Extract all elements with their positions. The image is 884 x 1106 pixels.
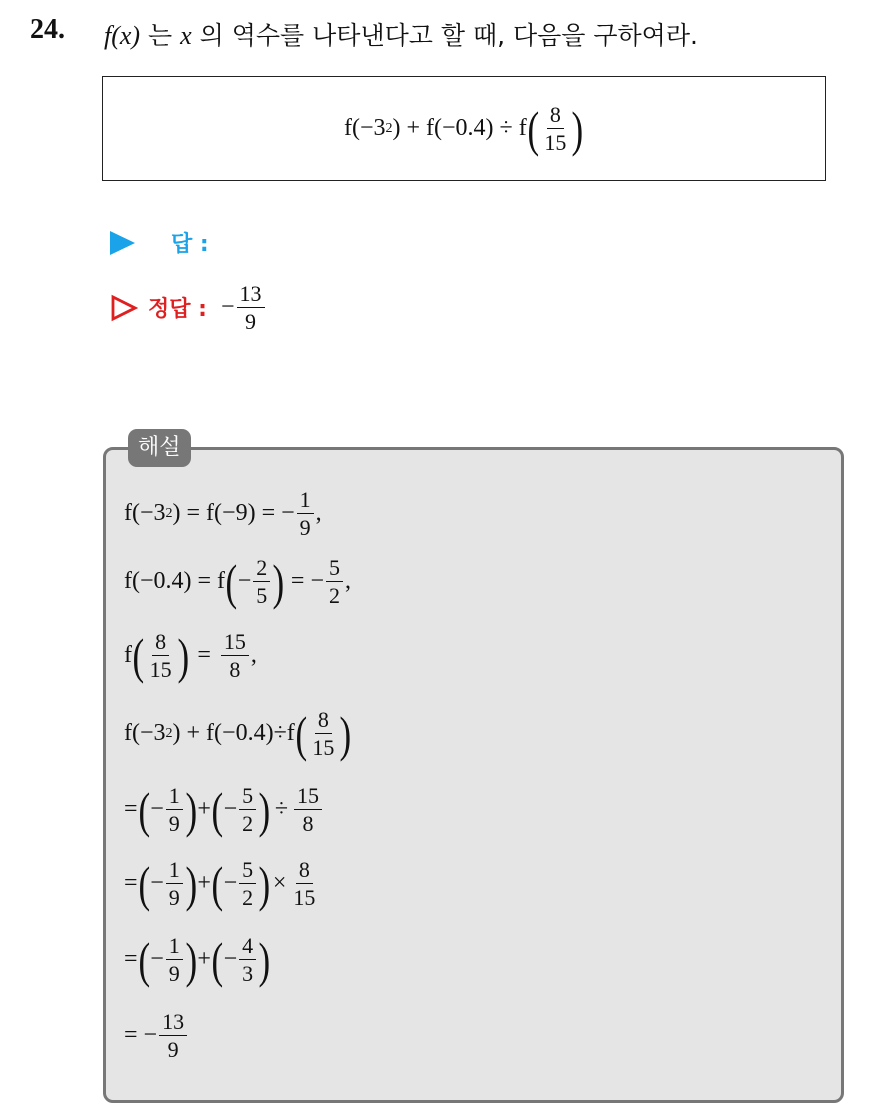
expr-part2: ) + f(−0.4) ÷ f [392,115,527,141]
l2-fraction-1 [253,556,270,607]
l2-c: , [344,568,351,595]
left-paren: ( [295,705,307,762]
question-text-a: 는 [148,21,173,50]
left-paren: ( [211,931,224,988]
question-text [104,16,698,52]
l6-fraction-2 [239,858,256,909]
fraction-numerator: 8 [152,630,169,656]
fraction-numerator: 1 [166,934,183,960]
left-paren: ( [138,855,150,912]
fraction-numerator: 4 [239,934,256,960]
fraction-numerator: 8 [315,708,332,734]
expr-exponent: 2 [385,120,393,136]
correct-answer-value [221,282,267,333]
solution-line-2 [124,553,351,610]
expr-part1: f(−3 [343,115,386,141]
fraction-denominator: 9 [168,811,180,837]
left-paren: ( [225,553,238,610]
right-paren: ) [258,855,271,912]
fraction-numerator: 5 [326,556,343,582]
fraction-denominator: 2 [328,583,340,609]
solution-line-4 [124,705,352,762]
l3-c: , [250,642,257,669]
l7-sign-2: − [223,946,238,973]
answer-label: 답 : [171,232,209,257]
fraction-numerator: 13 [159,1010,187,1036]
correct-answer-label: 정답 : [148,297,207,323]
fraction-numerator: 2 [253,556,270,582]
l3-fraction-1 [147,630,175,681]
l6-plus: + [197,870,211,897]
l3-a: f [124,642,132,669]
l7-plus: + [197,946,211,973]
right-paren: ) [185,781,197,838]
l4-fraction [309,708,337,759]
l7-fraction-2 [239,934,256,985]
solution-box [103,447,844,1103]
fraction-denominator: 15 [312,735,335,761]
fraction-numerator: 15 [221,630,249,656]
fraction-numerator: 1 [166,784,183,810]
fraction-denominator: 5 [256,583,268,609]
left-paren: ( [138,931,150,988]
l4-a: f(−3 [124,720,166,747]
fraction-denominator: 2 [242,885,254,911]
play-triangle-icon [110,231,135,255]
left-paren: ( [527,100,539,157]
fraction-numerator: 8 [547,103,564,129]
correct-answer-row [110,282,267,333]
l5-plus: + [197,796,211,823]
fraction-denominator: 3 [242,961,254,987]
l6-fraction-1 [166,858,183,909]
answer-row [110,227,209,258]
right-paren: ) [185,931,197,988]
fraction-denominator: 9 [168,885,180,911]
fraction-denominator: 9 [299,515,311,541]
l2-sign: − [237,568,252,595]
question-text-b: 의 역수를 나타낸다고 할 때, 다음을 구하여라. [199,21,698,50]
right-paren: ) [571,100,584,157]
right-paren: ) [185,855,197,912]
fraction-numerator: 1 [297,488,314,514]
l3-fraction-2 [221,630,249,681]
function-fx: f(x) [104,21,141,50]
l1-fraction [297,488,314,539]
left-paren: ( [211,855,224,912]
left-paren: ( [211,781,224,838]
fraction-denominator: 15 [293,885,316,911]
correct-fraction [237,282,265,333]
fraction-numerator: 15 [294,784,322,810]
right-paren: ) [339,705,352,762]
l8-eq: = − [124,1022,158,1049]
left-paren: ( [132,627,145,684]
solution-line-8 [124,1010,189,1061]
l3-b: = [197,642,211,669]
fraction-denominator: 9 [168,961,180,987]
fraction-denominator: 9 [245,309,257,335]
l4-b: ) + f(−0.4)÷f [172,720,295,747]
fraction-denominator: 8 [229,657,241,683]
l5-fraction-2 [239,784,256,835]
l5-eq: = [124,796,138,823]
l5-op: ÷ [274,796,288,823]
l4-exponent: 2 [165,725,173,741]
expr-fraction [541,103,569,154]
expression [343,100,584,157]
fraction-numerator: 5 [239,784,256,810]
l8-fraction [159,1010,187,1061]
l1-a: f(−3 [124,500,166,527]
fraction-denominator: 8 [302,811,314,837]
l7-eq: = [124,946,138,973]
l5-fraction-3 [294,784,322,835]
fraction-numerator: 13 [237,282,265,308]
right-paren: ) [177,627,189,684]
l6-op: × [272,870,287,897]
fraction-numerator: 1 [166,858,183,884]
question-number: 24. [30,14,65,45]
l5-sign-1: − [150,796,164,823]
fraction-denominator: 15 [544,130,567,155]
left-paren: ( [138,781,150,838]
l2-a: f(−0.4) = f [124,568,226,595]
l6-sign-1: − [150,870,164,897]
solution-line-3 [124,627,257,684]
fraction-denominator: 2 [242,811,254,837]
l5-fraction-1 [166,784,183,835]
fraction-numerator: 5 [239,858,256,884]
l6-fraction-3 [290,858,318,909]
outline-triangle-icon [110,294,138,322]
l1-exponent: 2 [165,505,173,521]
expression-box [102,76,826,181]
correct-sign: − [220,294,235,321]
l7-sign-1: − [150,946,164,973]
fraction-denominator: 15 [149,657,172,683]
fraction-numerator: 8 [296,858,313,884]
l1-b: ) = f(−9) = − [172,500,295,527]
l2-fraction-2 [326,556,343,607]
l6-eq: = [124,870,138,897]
l6-sign-2: − [223,870,238,897]
solution-line-1 [124,488,322,539]
l5-sign-2: − [223,796,238,823]
right-paren: ) [258,931,271,988]
fraction-denominator: 9 [167,1037,179,1063]
right-paren: ) [272,553,285,610]
l1-c: , [315,500,322,527]
variable-x: x [180,21,192,50]
l7-fraction-1 [166,934,183,985]
right-paren: ) [258,781,271,838]
solution-tab-label: 해설 [128,429,191,467]
solution-line-7 [124,931,271,988]
l2-b: = − [290,568,324,595]
solution-line-6 [124,855,320,912]
solution-line-5 [124,781,324,838]
